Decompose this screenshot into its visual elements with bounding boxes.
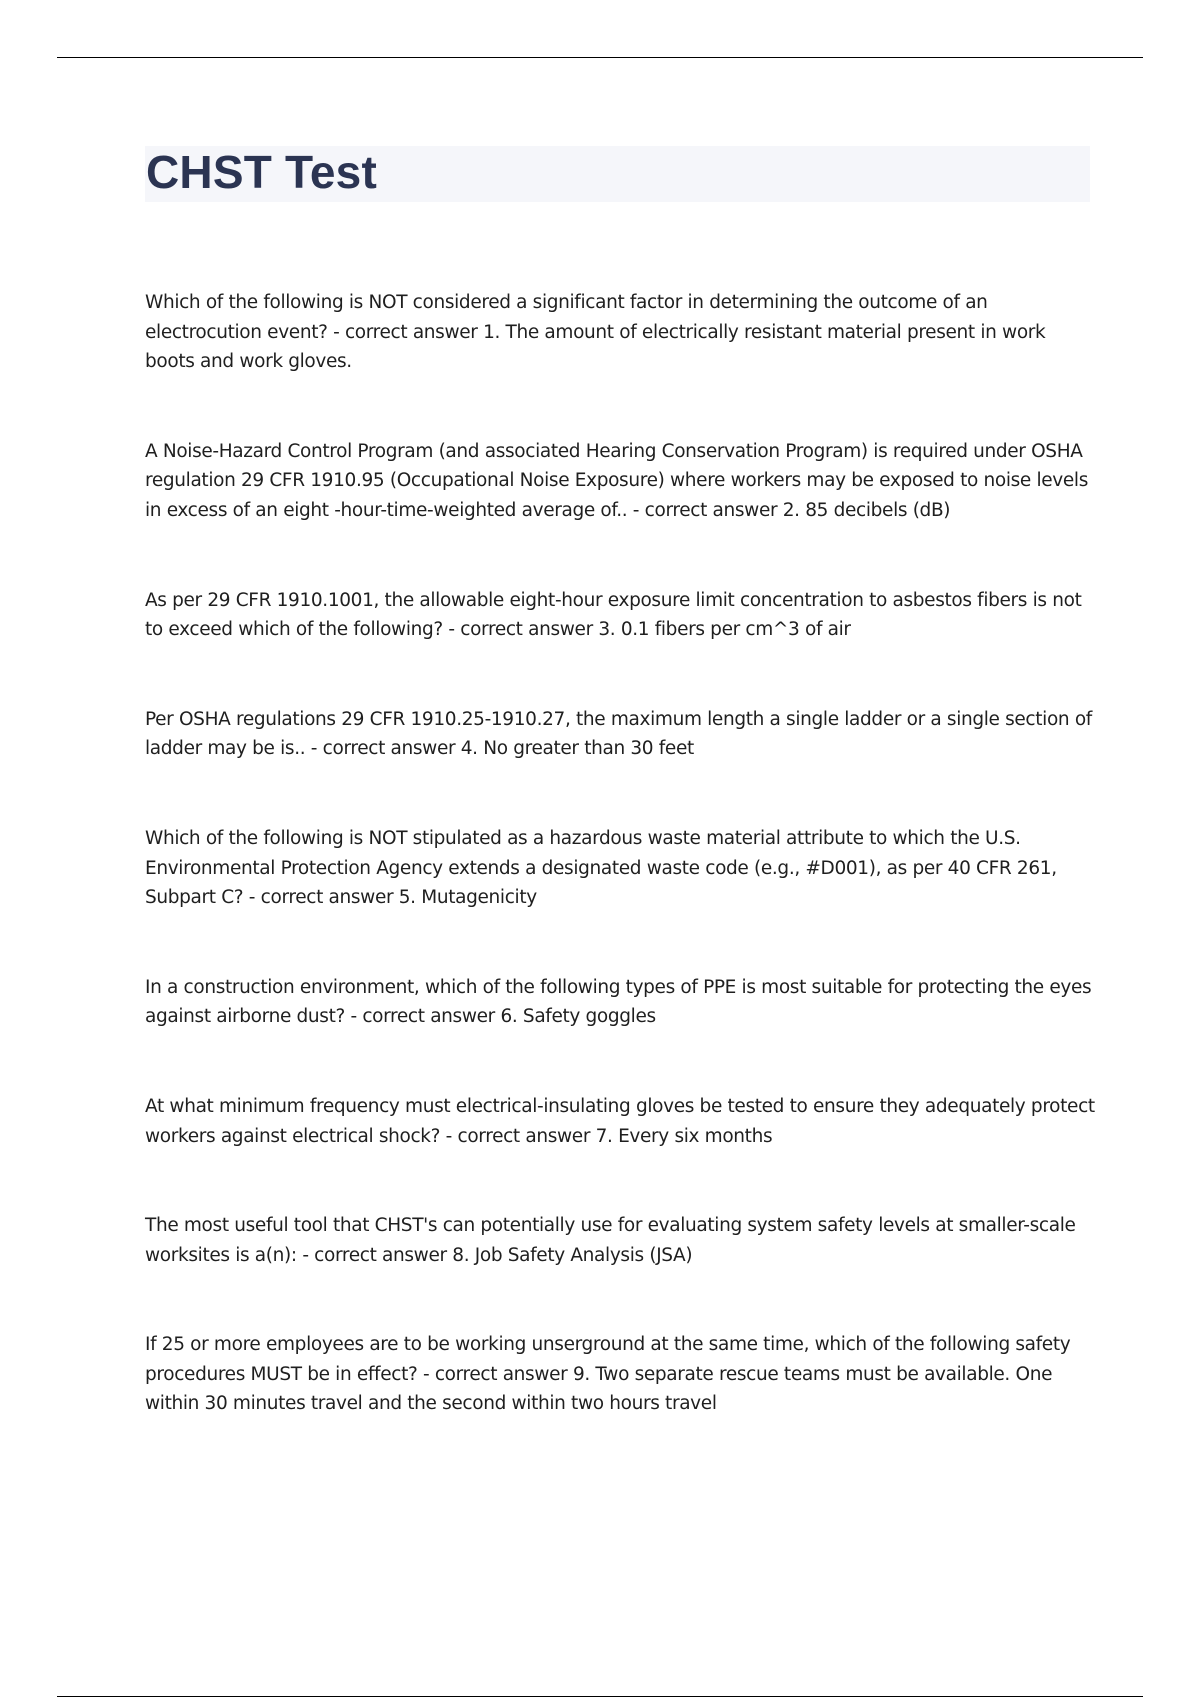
- question-list: [145, 288, 1095, 1419]
- footer-rule: [57, 1696, 1143, 1697]
- question-item: In a construction environment, which of the following types of PPE is most suitable for protecting the eyes against airborne dust? - correct answer 6. Safety goggles: [145, 976, 1092, 1028]
- question-item: The most useful tool that CHST's can potentially use for evaluating system safety levels at smaller-scale worksites is a(n): - correct answer 8. Job Safety Analysis (JSA): [145, 1215, 1076, 1266]
- header-rule: [57, 57, 1143, 58]
- question-item: If 25 or more employees are to be working unserground at the same time, which of the following safety procedures MUST be in effect? - correct answer 9. Two separate rescue teams must be available. One within 30 minutes travel and the second within two hours travel: [145, 1334, 1071, 1415]
- question-item: A Noise-Hazard Control Program (and associated Hearing Conservation Program) is required under OSHA regulation 29 CFR 1910.95 (Occupational Noise Exposure) where workers may be exposed to noise levels in excess of an eight -hour-time-weighted average of.. - correct answer 2. 85 decibels (dB): [145, 440, 1088, 521]
- document-title: CHST Test: [146, 146, 377, 198]
- question-item: Per OSHA regulations 29 CFR 1910.25-1910.27, the maximum length a single ladder or a single section of ladder may be is.. - correct answer 4. No greater than 30 feet: [145, 708, 1092, 760]
- question-item: Which of the following is NOT considered a significant factor in determining the outcome of an electrocution event? - correct answer 1. The amount of electrically resistant material present in work boots and work gloves.: [145, 292, 1046, 373]
- question-item: At what minimum frequency must electrical-insulating gloves be tested to ensure they adequately protect workers against electrical shock? - correct answer 7. Every six months: [145, 1095, 1095, 1147]
- question-item: As per 29 CFR 1910.1001, the allowable eight-hour exposure limit concentration to asbestos fibers is not to exceed which of the following? - correct answer 3. 0.1 fibers per cm^3 of air: [145, 589, 1082, 641]
- question-item: Which of the following is NOT stipulated as a hazardous waste material attribute to which the U.S. Environmental Protection Agency extends a designated waste code (e.g., #D001), as per 40 CFR 261, Subpart C? - correct answer 5. Mutagenicity: [145, 827, 1057, 909]
